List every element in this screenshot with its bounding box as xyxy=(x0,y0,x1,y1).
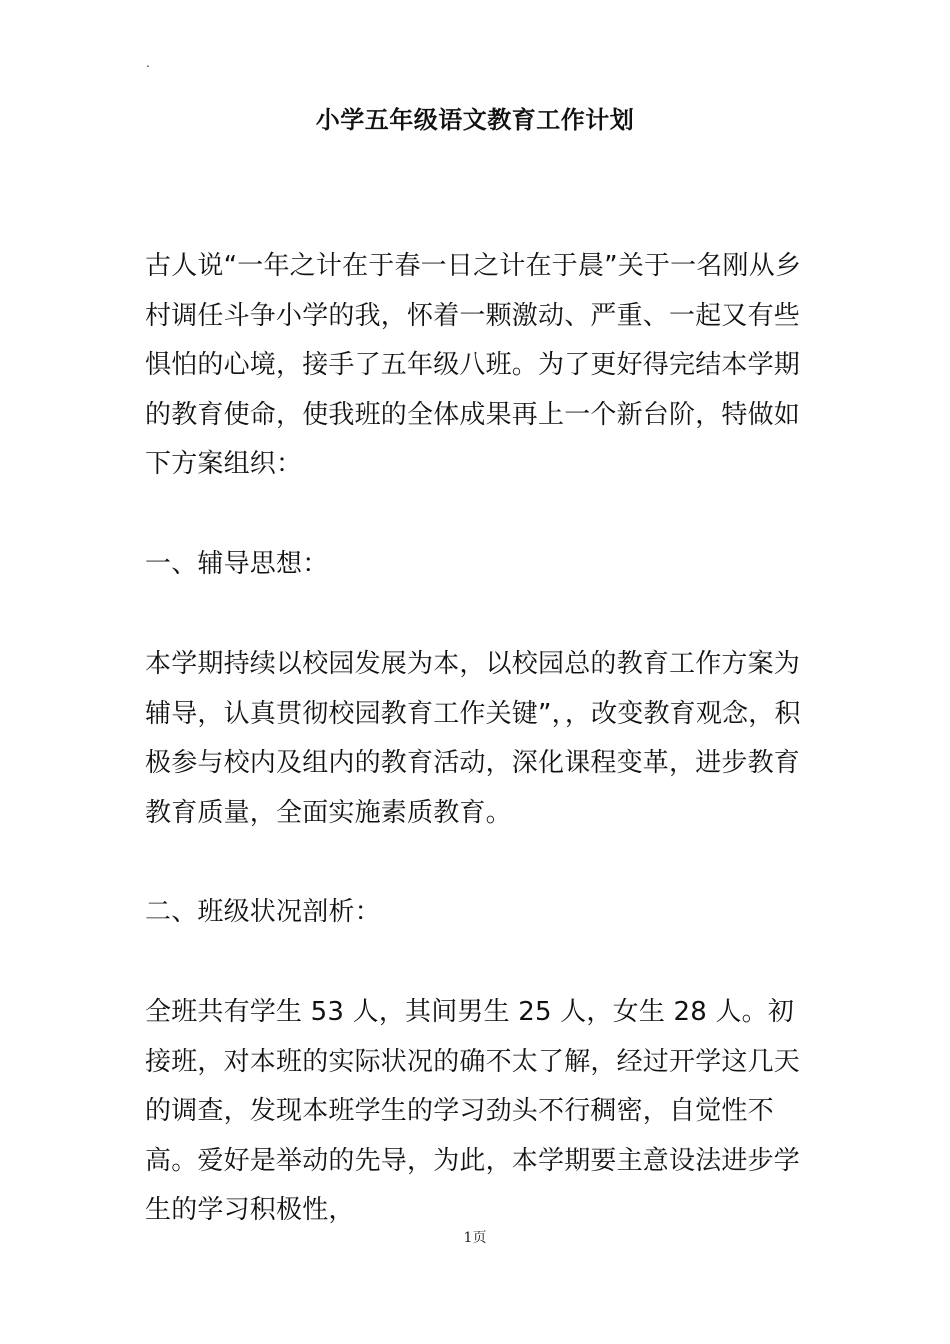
intro-paragraph: 古人说“一年之计在于春一日之计在于晨”关于一名刚从乡村调任斗争小学的我，怀着一颗激动、严重、一起又有些惧怕的心境，接手了五年级八班。为了更好得完结本学期的教育使命，使我班的全体成果再上一个新台阶，特做如下方案组织： xyxy=(145,251,802,479)
section-heading-class-analysis: 二、班级状况剖析： xyxy=(145,897,381,927)
section-body-class-analysis: 全班共有学生 53 人，其间男生 25 人，女生 28 人。初接班，对本班的实际状况的确不太了解，经过开学这几天的调查，发现本班学生的学习劲头不行稠密，自觉性不高。爱好是举动的先导，为此，本学期要主意设法进步学生的学习积极性， xyxy=(145,997,801,1225)
section-heading-guiding-ideas: 一、辅导思想： xyxy=(145,549,329,579)
section-body-guiding-ideas: 本学期持续以校园发展为本，以校园总的教育工作方案为辅导，认真贯彻校园教育工作关键”，，改变教育观念，积极参与校内及组内的教育活动，深化课程变革，进步教育教育质量，全面实施素质教育。 xyxy=(145,649,801,828)
header-mark: . xyxy=(146,56,150,70)
page-number: 1页 xyxy=(463,1230,487,1246)
document-title: 小学五年级语文教育工作计划 xyxy=(315,106,635,134)
